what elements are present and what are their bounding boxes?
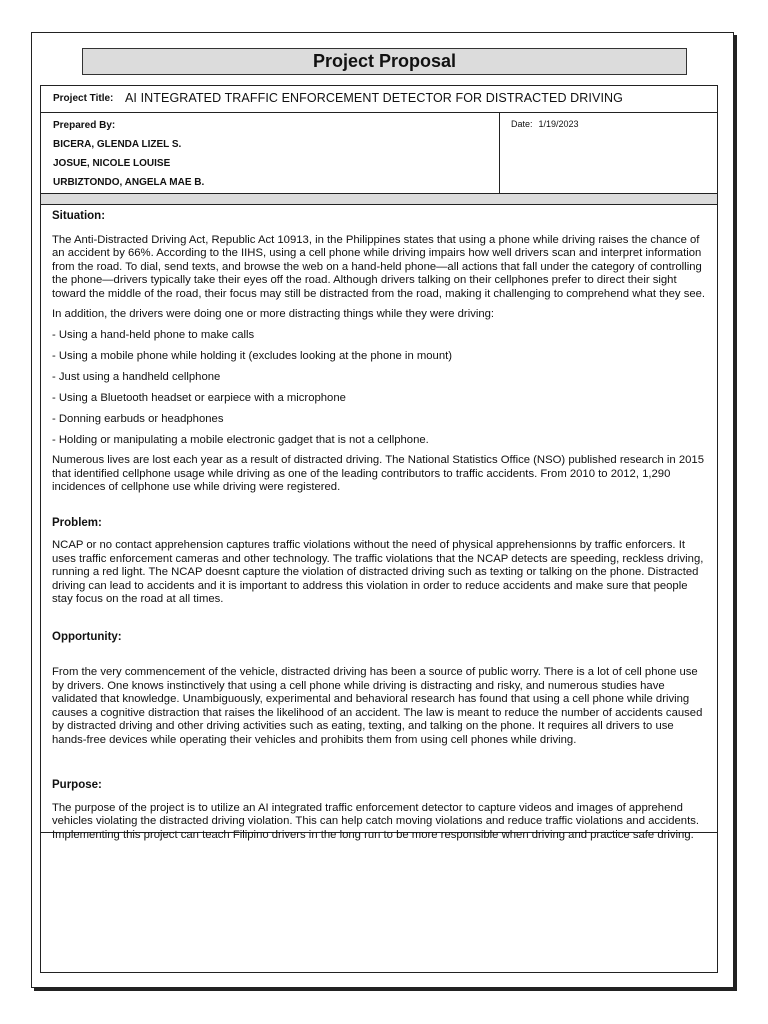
bullet-item: - Using a mobile phone while holding it (excludes looking at the phone in mount) (52, 349, 453, 362)
bullet-item: - Donning earbuds or headphones (52, 412, 224, 425)
bullet-item: - Just using a handheld cellphone (52, 370, 221, 383)
date-value: 1/19/2023 (538, 119, 579, 129)
project-title-row (41, 86, 717, 113)
author-name: JOSUE, NICOLE LOUISE (53, 158, 171, 169)
situation-paragraph: In addition, the drivers were doing one or more distracting things while they were driving: (52, 308, 495, 320)
project-title-value: AI INTEGRATED TRAFFIC ENFORCEMENT DETECTOR FOR DISTRACTED DRIVING (125, 91, 623, 105)
project-title-label: Project Title: (53, 93, 114, 104)
opportunity-paragraph: From the very commencement of the vehicle, distracted driving has been a source of public worry. There is a lot of cell phone use by drivers. One knows instinctively that using a cell phone while driving is distracting and risky, and numerous studies have validated that knowledge. Unambiguously, experimental and behavioral research has found that using a cell phone while driving causes a cognitive distraction that raises the likelihood of an accident. The law is meant to reduce the number of accidents caused by distracted driving and other driving activities such as eating, texting, and talking on the phone. It requires all drivers to use hands-free devices while operating their vehicles and prohibits them from using cell phones while driving. (52, 666, 703, 746)
document-page (31, 32, 734, 988)
problem-heading: Problem: (52, 516, 102, 529)
purpose-paragraph: The purpose of the project is to utilize an AI integrated traffic enforcement detector to capture videos and images of apprehend vehicles violating the distracted driving violation. This can help catch moving violations and reduce traffic violations and accidents. Implementing this project can teach Filipino drivers in the long run to be more responsible when driving and practice safe driving. (52, 801, 700, 841)
section-divider (41, 832, 717, 833)
situation-heading: Situation: (52, 210, 106, 222)
prepared-by-label: Prepared By: (53, 120, 116, 131)
opportunity-heading: Opportunity: (52, 630, 122, 643)
situation-paragraph: Numerous lives are lost each year as a result of distracted driving. The National Statistics Office (NSO) published research in 2015 that identified cellphone usage while driving as one of the leading contributors to traffic accidents. From 2010 to 2012, 1,290 incidences of cellphone use while driving were registered. (52, 454, 704, 493)
document-title: Project Proposal (82, 48, 687, 75)
date-cell (511, 119, 585, 129)
prepared-by-cell (41, 113, 500, 193)
problem-paragraph: NCAP or no contact apprehension captures traffic violations without the need of physical apprehensionns by traffic enforcers. It uses traffic enforcement cameras and other technology. The traffic violations that the NCAP detects are speeding, reckless driving, running a red light. The NCAP doesnt capture the violation of distracted driving such as texting or talking on the phone. Distracted driving can lead to accidents and it is important to address this violation in order to reduce accidents and make sure that people stay focus on the road at all times. (52, 539, 704, 605)
date-label: Date: (511, 119, 533, 129)
prepared-by-row (41, 113, 717, 194)
proposal-form (40, 85, 718, 973)
gray-separator (41, 194, 717, 205)
bullet-item: - Using a Bluetooth headset or earpiece with a microphone (52, 391, 346, 404)
author-name: URBIZTONDO, ANGELA MAE B. (53, 177, 205, 188)
author-name: BICERA, GLENDA LIZEL S. (53, 139, 182, 150)
purpose-heading: Purpose: (52, 779, 102, 791)
bullet-item: - Using a hand-held phone to make calls (52, 328, 255, 341)
proposal-body (52, 210, 708, 842)
bullet-item: - Holding or manipulating a mobile electronic gadget that is not a cellphone. (52, 433, 429, 446)
situation-paragraph: The Anti-Distracted Driving Act, Republic Act 10913, in the Philippines states that using a phone while driving raises the chance of an accident by 66%. According to the IIHS, using a cell phone while driving impairs how well drivers scan and interpret information from the road. To dial, send texts, and browse the web on a hand-held phone—all actions that fall under the category of controlling the phone—drivers typically take their eyes off the road. Although drivers talking on their cellphones prefer to direct their sight toward the middle of the road, their focus may still be distracted from the road, making it challenging to comprehend what they see. (52, 233, 706, 300)
